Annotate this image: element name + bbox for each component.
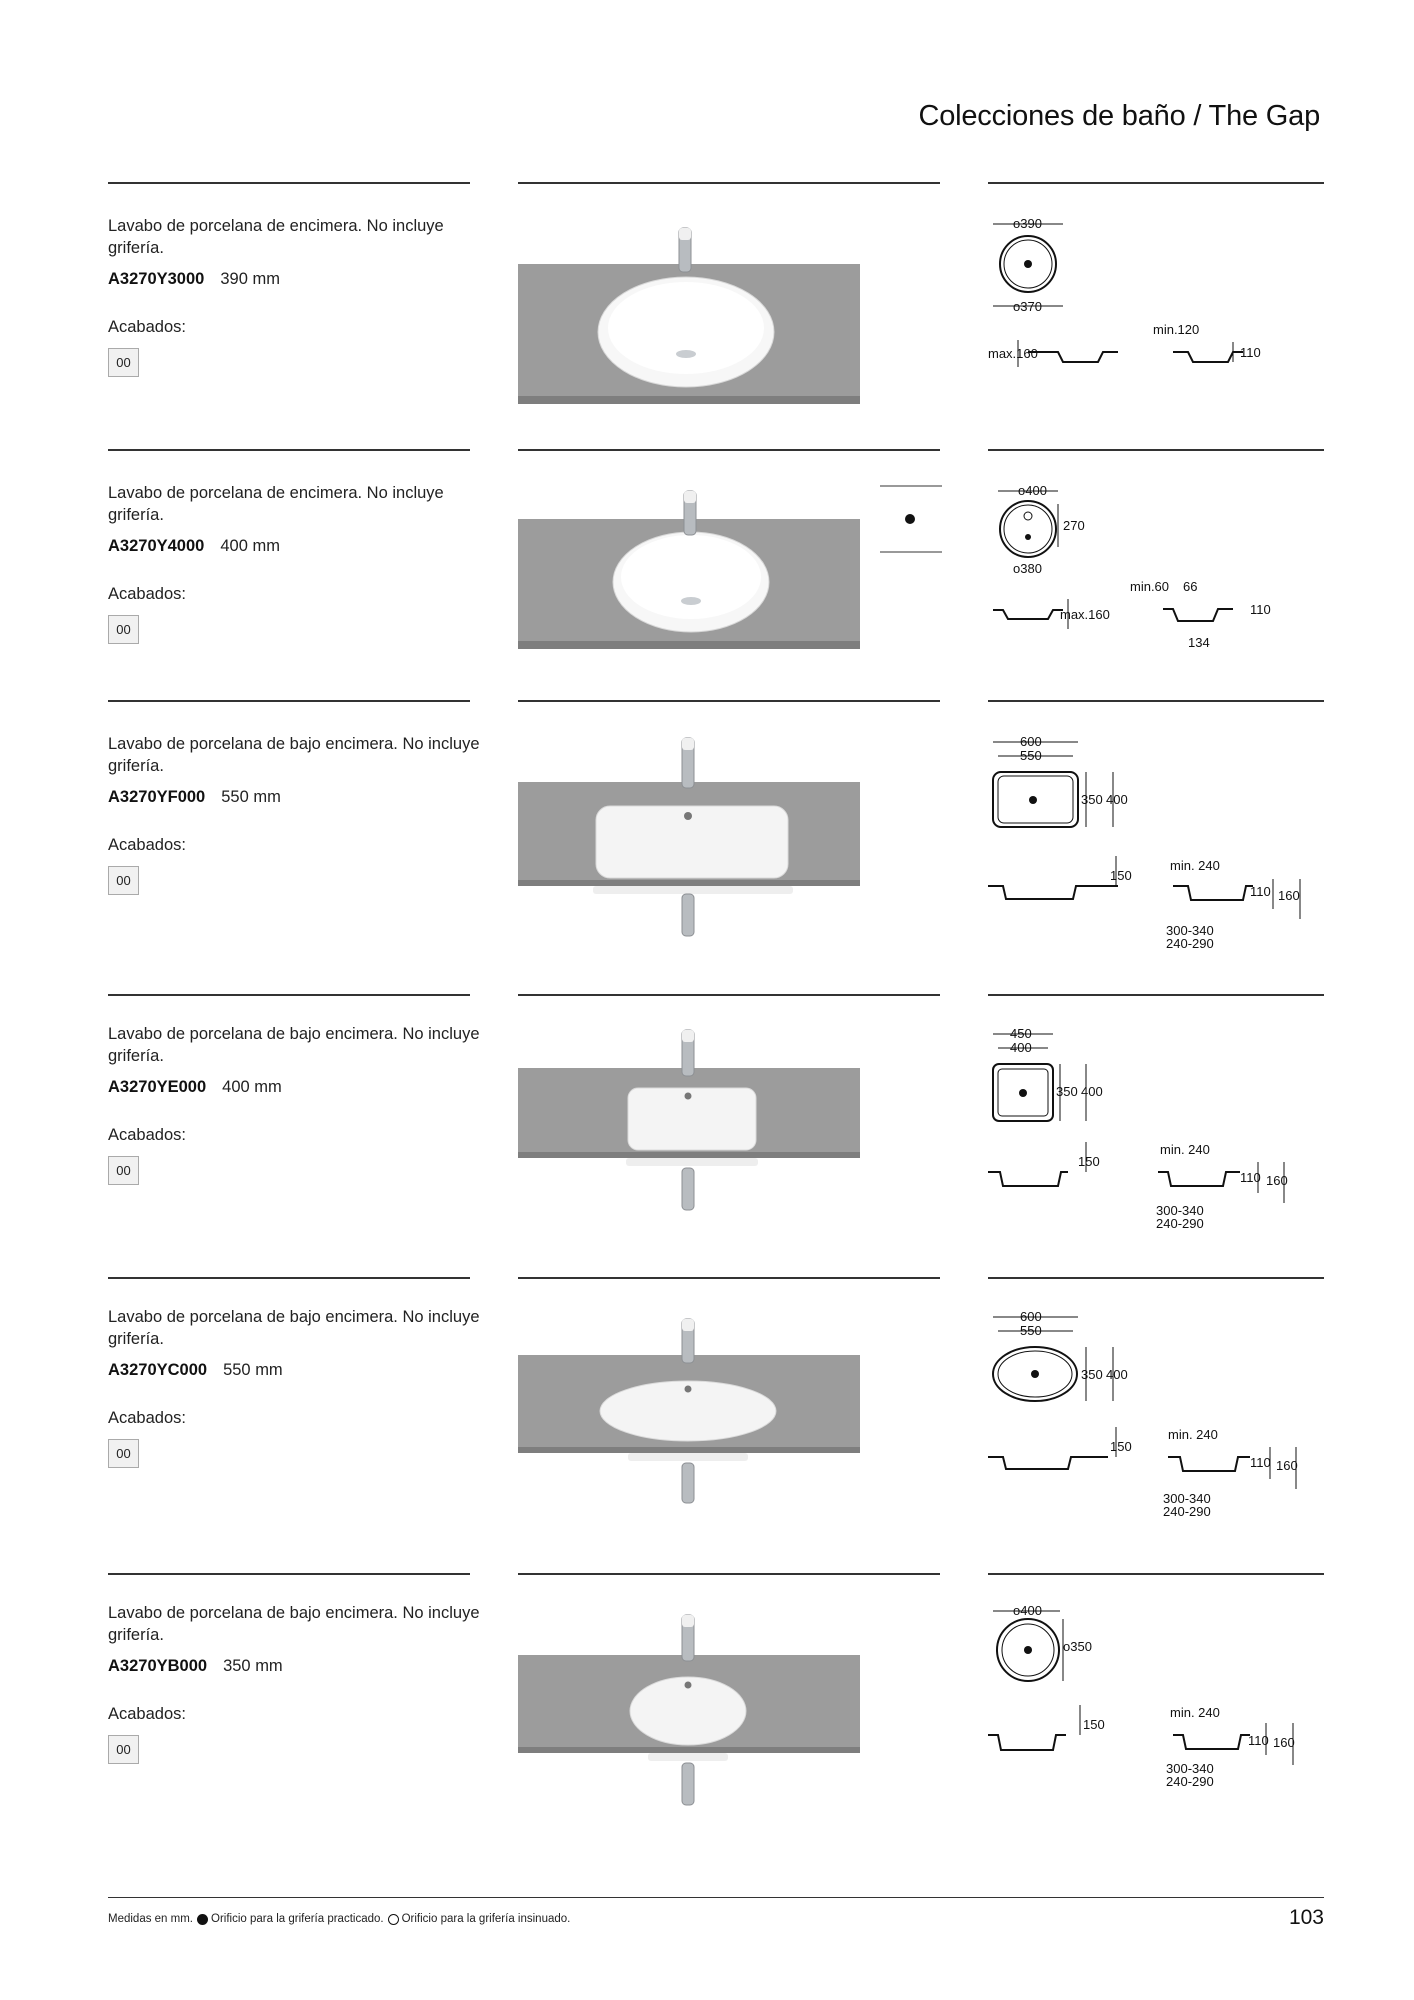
dimension-label: min. 240 [1168,1427,1218,1442]
dimension-label: o350 [1063,1639,1092,1654]
divider [108,449,470,451]
product-description: Lavabo de porcelana de encimera. No incluye grifería. [108,217,444,257]
dimension-label: 400 [1106,1367,1128,1382]
technical-drawing [988,1028,1324,1253]
divider [518,1573,940,1575]
divider [518,994,940,996]
dimension-label: 150 [1110,868,1132,883]
dimension-label: 600 [1020,1311,1042,1324]
dimension-label: 350 [1056,1084,1078,1099]
dimension-label: min. 240 [1160,1142,1210,1157]
divider [108,1277,470,1279]
dimension-label: 110 [1250,602,1271,617]
dimension-label: min.60 [1130,579,1170,594]
divider [988,700,1324,702]
dimension-label: 400 [1010,1040,1032,1055]
dimension-label: o380 [1013,561,1042,576]
divider [988,449,1324,451]
product-photo [518,1028,860,1213]
dimension-label: 150 [1078,1154,1100,1169]
dimension-label: 350 [1081,792,1103,807]
technical-drawing [988,212,1324,382]
product-description: Lavabo de porcelana de encimera. No incluye grifería. [108,484,444,524]
dimension-label: 240-290 [1166,1774,1214,1789]
product-photo [518,487,860,677]
product-photo [518,1317,860,1507]
dimension-label: 350 [1081,1367,1103,1382]
dimension-label: min. 240 [1170,858,1220,873]
product-description: Lavabo de porcelana de bajo encimera. No incluye grifería. [108,1604,480,1644]
page-number: 103 [1288,1906,1324,1929]
product-description: Lavabo de porcelana de bajo encimera. No incluye grifería. [108,1025,480,1065]
divider [518,182,940,184]
dimension-label: 270 [1063,518,1085,533]
filled-circle-icon [197,1914,208,1925]
dimension-label: 160 [1266,1173,1288,1188]
dimension-label: 134 [1188,635,1210,649]
footer-tap-hole-drilled: Orificio para la grifería practicado. [211,1913,384,1925]
product-code: A3270Y4000 [108,537,205,555]
divider [988,1573,1324,1575]
divider [988,1277,1324,1279]
dimension-label: o370 [1013,299,1042,314]
divider [108,182,470,184]
footer-note [108,1913,570,1925]
tap-hole-indicator [880,485,942,553]
dimension-label: 66 [1183,579,1198,594]
page-title: Colecciones de baño / The Gap [918,100,1320,132]
footer-divider [108,1897,1324,1898]
finish-swatch-00[interactable]: 00 [108,348,139,377]
finishes-label: Acabados: [108,1126,186,1144]
finishes-label: Acabados: [108,836,186,854]
dimension-label: 300-340 [1163,1491,1211,1506]
dimension-label: 300-340 [1156,1203,1204,1218]
dimension-label: 550 [1020,748,1042,763]
divider [988,182,1324,184]
divider [108,1573,470,1575]
footer-tap-hole-marked: Orificio para la grifería insinuado. [401,1913,571,1925]
dimension-label: max.160 [1060,607,1110,622]
dimension-label: 110 [1240,1170,1261,1185]
dimension-label: 240-290 [1166,936,1214,951]
dimension-label: 300-340 [1166,1761,1214,1776]
divider [988,994,1324,996]
product-size: 400 mm [220,537,280,555]
product-code-row [108,270,280,289]
dimension-label: 150 [1083,1717,1105,1732]
product-code: A3270YC000 [108,1361,208,1379]
product-description: Lavabo de porcelana de bajo encimera. No incluye grifería. [108,1308,480,1348]
dimension-label: max.160 [988,346,1038,361]
dimension-label: 300-340 [1166,923,1214,938]
dimension-label: 160 [1276,1458,1298,1473]
dimension-label: 400 [1106,792,1128,807]
dimension-label: 600 [1020,734,1042,749]
finishes-label: Acabados: [108,1409,186,1427]
divider [518,1277,940,1279]
product-size: 390 mm [220,270,280,288]
finish-swatch-00[interactable]: 00 [108,615,139,644]
dimension-label: min.120 [1153,322,1200,337]
product-code: A3270YF000 [108,788,206,806]
dimension-label: 240-290 [1156,1216,1204,1231]
divider [108,994,470,996]
product-size: 350 mm [223,1657,283,1675]
product-description: Lavabo de porcelana de bajo encimera. No incluye grifería. [108,735,480,775]
product-code-row [108,1078,282,1097]
technical-drawing [988,1605,1324,1810]
footer-units-note: Medidas en mm. [108,1913,194,1925]
dimension-label: o400 [1013,1605,1042,1618]
finish-swatch-00[interactable]: 00 [108,1439,139,1468]
technical-drawing [988,734,1324,959]
dimension-label: 110 [1240,345,1261,360]
product-code: A3270Y3000 [108,270,205,288]
finishes-label: Acabados: [108,585,186,603]
dimension-label: 150 [1110,1439,1132,1454]
finish-swatch-00[interactable]: 00 [108,1156,139,1185]
divider [518,449,940,451]
finishes-label: Acabados: [108,1705,186,1723]
product-code-row [108,1657,283,1676]
product-code: A3270YB000 [108,1657,208,1675]
dimension-label: 400 [1081,1084,1103,1099]
dimension-label: 550 [1020,1323,1042,1338]
product-photo [518,1613,860,1808]
dimension-label: o390 [1013,216,1042,231]
finishes-label: Acabados: [108,318,186,336]
finish-swatch-00[interactable]: 00 [108,1735,139,1764]
dimension-label: 110 [1250,1455,1271,1470]
product-code-row [108,788,281,807]
product-size: 400 mm [222,1078,282,1096]
dimension-label: 240-290 [1163,1504,1211,1519]
dimension-label: 110 [1250,884,1271,899]
product-code-row [108,537,280,556]
dimension-label: 160 [1278,888,1300,903]
dimension-label: 160 [1273,1735,1295,1750]
product-size: 550 mm [221,788,281,806]
product-code-row [108,1361,283,1380]
product-photo [518,736,860,941]
product-photo [518,224,860,414]
product-code: A3270YE000 [108,1078,207,1096]
divider [518,700,940,702]
divider [108,700,470,702]
technical-drawing [988,479,1324,649]
technical-drawing [988,1311,1324,1536]
dimension-label: 450 [1010,1028,1032,1041]
empty-circle-icon [388,1914,399,1925]
dimension-label: 110 [1248,1733,1269,1748]
dimension-label: min. 240 [1170,1705,1220,1720]
product-size: 550 mm [223,1361,283,1379]
dimension-label: o400 [1018,483,1047,498]
finish-swatch-00[interactable]: 00 [108,866,139,895]
